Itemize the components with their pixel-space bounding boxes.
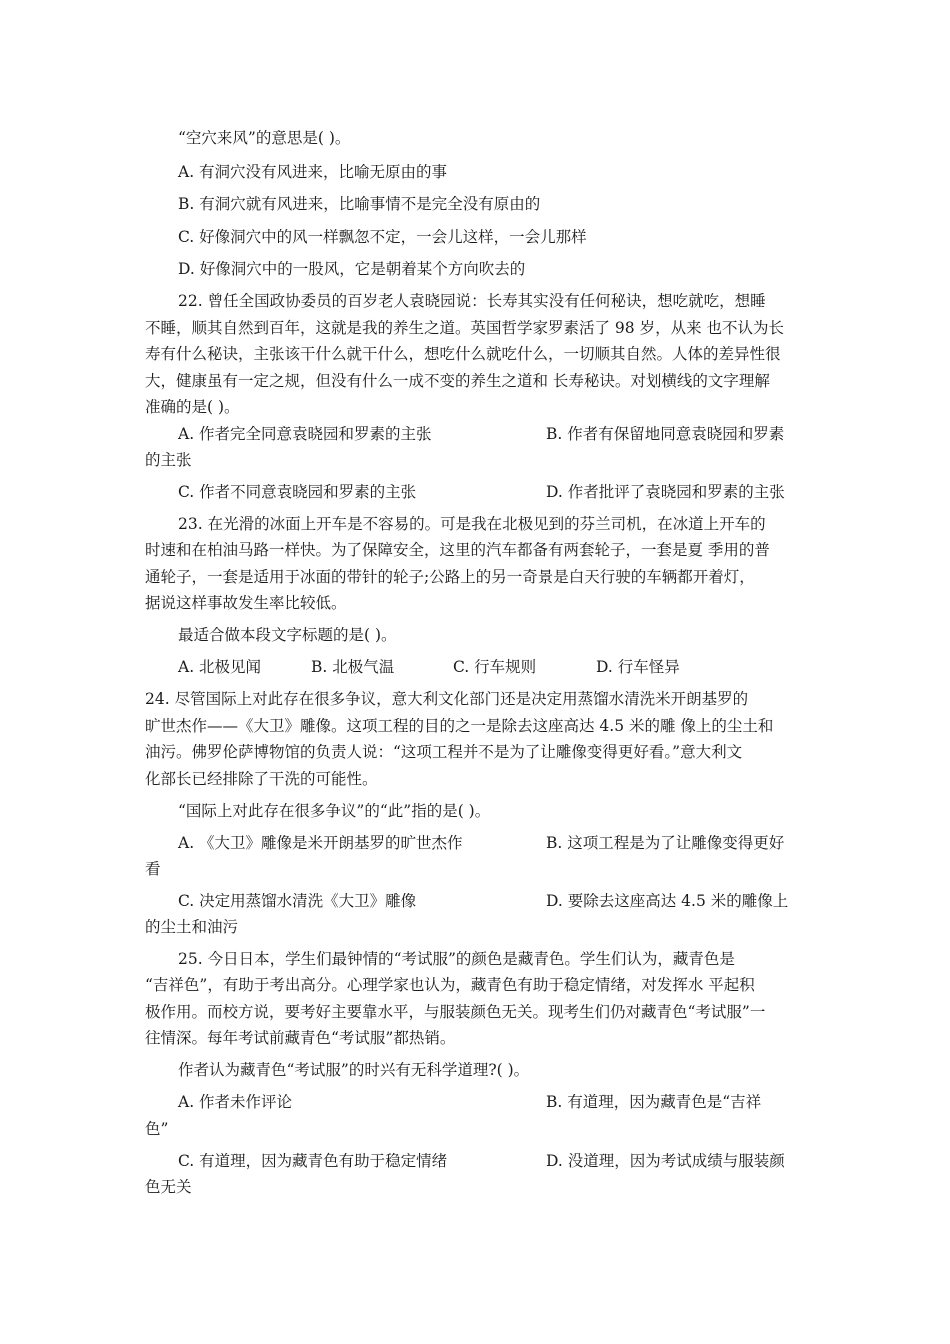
q25-option-c: C. 有道理，因为藏青色有助于稳定情绪 [178, 1152, 448, 1170]
q23-option-c: C. 行车规则 [453, 658, 537, 676]
q25-text-line: 往情深。每年考试前藏青色“考试服”都热销。 [145, 1029, 456, 1047]
q24-option-d: D. 要除去这座高达 4.5 米的雕像上 [546, 892, 789, 910]
q24-text-line: 24. 尽管国际上对此存在很多争议，意大利文化部门还是决定用蒸馏水清洗米开朗基罗的 [145, 690, 749, 708]
q22-text-line: 不睡，顺其自然到百年，这就是我的养生之道。英国哲学家罗素活了 98 岁，从来 也不认为长 [145, 319, 785, 337]
q22-option-b: B. 作者有保留地同意袁晓园和罗素 [546, 425, 785, 443]
q25-prompt: 作者认为藏青色“考试服”的时兴有无科学道理?( )。 [178, 1061, 530, 1079]
q23-text-line: 据说这样事故发生率比较低。 [145, 594, 347, 612]
q22-option-c: C. 作者不同意袁晓园和罗素的主张 [178, 483, 417, 501]
q24-option-b-wrap: 看 [145, 860, 161, 878]
q24-option-b: B. 这项工程是为了让雕像变得更好 [546, 834, 785, 852]
q25-option-b-wrap: 色” [145, 1120, 169, 1138]
q25-option-d: D. 没道理，因为考试成绩与服装颜 [546, 1152, 785, 1170]
q21-prompt: “空穴来风”的意思是( )。 [178, 129, 351, 147]
q24-text-line: 油污。佛罗伦萨博物馆的负责人说：“这项工程并不是为了让雕像变得更好看。”意大利文 [145, 743, 743, 761]
q22-option-d: D. 作者批评了袁晓园和罗素的主张 [546, 483, 785, 501]
q24-option-d-wrap: 的尘土和油污 [145, 918, 239, 936]
q22-text-line: 22. 曾任全国政协委员的百岁老人袁晓园说：长寿其实没有任何秘诀，想吃就吃，想睡 [178, 292, 766, 310]
q25-option-a: A. 作者未作评论 [178, 1093, 293, 1111]
q23-option-b: B. 北极气温 [311, 658, 395, 676]
q22-option-a: A. 作者完全同意袁晓园和罗素的主张 [178, 425, 432, 443]
q23-text-line: 23. 在光滑的冰面上开车是不容易的。可是我在北极见到的芬兰司机，在冰道上开车的 [178, 515, 766, 533]
q23-text-line: 通轮子，一套是适用于冰面的带针的轮子;公路上的另一奇景是白天行驶的车辆都开着灯， [145, 568, 755, 586]
q23-option-a: A. 北极见闻 [178, 658, 262, 676]
q25-option-b: B. 有道理，因为藏青色是“吉祥 [546, 1093, 762, 1111]
q25-text-line: 极作用。而校方说，要考好主要靠水平，与服装颜色无关。现考生们仍对藏青色“考试服”一 [145, 1003, 766, 1021]
q23-text-line: 时速和在柏油马路一样快。为了保障安全，这里的汽车都备有两套轮子，一套是夏 季用的普 [145, 541, 770, 559]
q25-text-line: “吉祥色”，有助于考出高分。心理学家也认为，藏青色有助于稳定情绪，对发挥水 平起积 [145, 976, 755, 994]
q24-option-c: C. 决定用蒸馏水清洗《大卫》雕像 [178, 892, 417, 910]
q25-text-line: 25. 今日日本，学生们最钟情的“考试服”的颜色是藏青色。学生们认为，藏青色是 [178, 950, 735, 968]
q22-text-line: 寿有什么秘诀，主张该干什么就干什么，想吃什么就吃什么，一切顺其自然。人体的差异性很 [145, 345, 781, 363]
q25-option-d-wrap: 色无关 [145, 1178, 192, 1196]
q21-option-a: A. 有洞穴没有风进来，比喻无原由的事 [178, 163, 448, 181]
q24-option-a: A. 《大卫》雕像是米开朗基罗的旷世杰作 [178, 834, 463, 852]
q21-option-c: C. 好像洞穴中的风一样飘忽不定，一会儿这样，一会儿那样 [178, 228, 587, 246]
q22-text-line: 准确的是( )。 [145, 398, 240, 416]
q21-option-b: B. 有洞穴就有风进来，比喻事情不是完全没有原由的 [178, 195, 541, 213]
q22-text-line: 大，健康虽有一定之规，但没有什么一成不变的养生之道和 长寿秘诀。对划横线的文字理解 [145, 372, 770, 390]
q21-option-d: D. 好像洞穴中的一股风，它是朝着某个方向吹去的 [178, 260, 526, 278]
q23-option-d: D. 行车怪异 [596, 658, 680, 676]
q24-prompt: “国际上对此存在很多争议”的“此”指的是( )。 [178, 802, 491, 820]
q24-text-line: 旷世杰作——《大卫》雕像。这项工程的目的之一是除去这座高达 4.5 米的雕 像上的尘土和 [145, 717, 774, 735]
q24-text-line: 化部长已经排除了干洗的可能性。 [145, 770, 378, 788]
q22-option-b-wrap: 的主张 [145, 451, 192, 469]
q23-prompt: 最适合做本段文字标题的是( )。 [178, 626, 397, 644]
